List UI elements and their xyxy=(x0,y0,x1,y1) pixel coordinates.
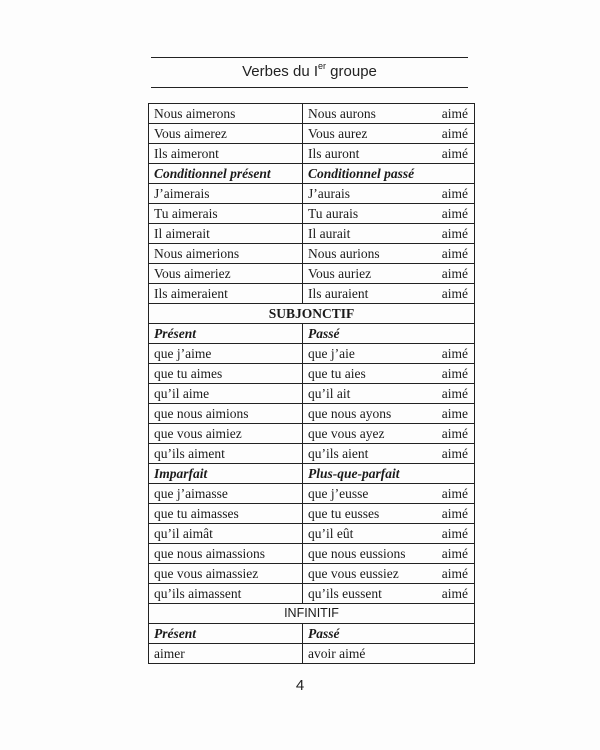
auxiliary: que nous ayons xyxy=(308,406,392,421)
table-row xyxy=(149,344,475,364)
form-cell: Tu aimerais xyxy=(149,204,303,224)
form-cell: qu’ils aimassent xyxy=(149,584,303,604)
section-title: INFINITIF xyxy=(149,604,475,624)
participle: aimé xyxy=(441,186,468,201)
form-cell: que vous aimassiez xyxy=(149,564,303,584)
participle: aimé xyxy=(441,206,468,221)
auxiliary: que j’aie xyxy=(308,346,355,361)
compound-cell xyxy=(303,504,475,524)
form-cell: que nous aimassions xyxy=(149,544,303,564)
compound-cell xyxy=(303,124,475,144)
form-cell: que j’aimasse xyxy=(149,484,303,504)
table-row xyxy=(149,364,475,384)
form-cell: que tu aimasses xyxy=(149,504,303,524)
table-row xyxy=(149,524,475,544)
auxiliary: J’aurais xyxy=(308,186,350,201)
form-cell: Vous aimeriez xyxy=(149,264,303,284)
header-superscript: er xyxy=(318,61,327,71)
form-cell: Ils aimeraient xyxy=(149,284,303,304)
table-row xyxy=(149,504,475,524)
compound-cell xyxy=(303,204,475,224)
form-cell: Il aimerait xyxy=(149,224,303,244)
compound-cell xyxy=(303,424,475,444)
tense-label: Passé xyxy=(303,624,475,644)
tense-header-row xyxy=(149,324,475,344)
section-row xyxy=(149,304,475,324)
auxiliary: que vous ayez xyxy=(308,426,385,441)
table-row xyxy=(149,184,475,204)
compound-cell xyxy=(303,364,475,384)
participle: aimé xyxy=(441,366,468,381)
participle: aimé xyxy=(441,266,468,281)
compound-cell xyxy=(303,224,475,244)
compound-cell xyxy=(303,144,475,164)
tense-header-row xyxy=(149,164,475,184)
tense-label: Passé xyxy=(303,324,475,344)
compound-cell xyxy=(303,564,475,584)
page-number: 4 xyxy=(295,677,305,694)
tense-label: Présent xyxy=(149,324,303,344)
auxiliary: Nous aurions xyxy=(308,246,380,261)
auxiliary: qu’ils eussent xyxy=(308,586,382,601)
auxiliary: que j’eusse xyxy=(308,486,369,501)
tense-label: Imparfait xyxy=(149,464,303,484)
table-row xyxy=(149,584,475,604)
compound-cell xyxy=(303,544,475,564)
tense-label: Plus-que-parfait xyxy=(303,464,475,484)
tense-label: Conditionnel présent xyxy=(149,164,303,184)
auxiliary: que vous eussiez xyxy=(308,566,399,581)
table-row xyxy=(149,644,475,664)
form-cell: que tu aimes xyxy=(149,364,303,384)
tense-header-row xyxy=(149,464,475,484)
form-cell: que nous aimions xyxy=(149,404,303,424)
table-row xyxy=(149,564,475,584)
tense-label: Conditionnel passé xyxy=(303,164,475,184)
table-row xyxy=(149,484,475,504)
header-prefix: Verbes du I xyxy=(242,63,318,80)
table-row xyxy=(149,444,475,464)
participle: aimé xyxy=(441,346,468,361)
auxiliary: qu’il ait xyxy=(308,386,351,401)
auxiliary: Ils auraient xyxy=(308,286,369,301)
section-row xyxy=(149,604,475,624)
header-suffix: groupe xyxy=(326,63,377,80)
compound-cell xyxy=(303,104,475,124)
compound-cell xyxy=(303,344,475,364)
auxiliary: Tu aurais xyxy=(308,206,359,221)
form-cell: que j’aime xyxy=(149,344,303,364)
participle: aimé xyxy=(441,246,468,261)
compound-cell xyxy=(303,584,475,604)
table-row xyxy=(149,384,475,404)
participle: aimé xyxy=(441,146,468,161)
tense-header-row xyxy=(149,624,475,644)
participle: aimé xyxy=(441,506,468,521)
participle: aimé xyxy=(441,126,468,141)
form-cell: qu’il aime xyxy=(149,384,303,404)
auxiliary: qu’il eût xyxy=(308,526,354,541)
table-row xyxy=(149,424,475,444)
table-row xyxy=(149,264,475,284)
participle: aimé xyxy=(441,226,468,241)
compound-cell xyxy=(303,404,475,424)
conjugation-table xyxy=(148,103,475,664)
form-cell: avoir aimé xyxy=(303,644,475,664)
form-cell: J’aimerais xyxy=(149,184,303,204)
participle: aimé xyxy=(441,286,468,301)
auxiliary: Vous auriez xyxy=(308,266,372,281)
table-row xyxy=(149,144,475,164)
form-cell: aimer xyxy=(149,644,303,664)
compound-cell xyxy=(303,444,475,464)
form-cell: Nous aimerions xyxy=(149,244,303,264)
page-header xyxy=(151,62,468,80)
participle: aimé xyxy=(441,106,468,121)
compound-cell xyxy=(303,244,475,264)
form-cell: qu’il aimât xyxy=(149,524,303,544)
section-title: SUBJONCTIF xyxy=(149,304,475,324)
auxiliary: Ils auront xyxy=(308,146,360,161)
table-row xyxy=(149,404,475,424)
auxiliary: que tu aies xyxy=(308,366,366,381)
table-row xyxy=(149,284,475,304)
participle: aime xyxy=(441,406,468,421)
table-row xyxy=(149,544,475,564)
table-row xyxy=(149,204,475,224)
compound-cell xyxy=(303,524,475,544)
participle: aimé xyxy=(441,526,468,541)
participle: aimé xyxy=(441,386,468,401)
participle: aimé xyxy=(441,486,468,501)
table-row xyxy=(149,224,475,244)
auxiliary: que nous eussions xyxy=(308,546,406,561)
header-rule xyxy=(151,87,468,88)
participle: aimé xyxy=(441,586,468,601)
table-row xyxy=(149,124,475,144)
form-cell: Nous aimerons xyxy=(149,104,303,124)
tense-label: Présent xyxy=(149,624,303,644)
participle: aimé xyxy=(441,446,468,461)
form-cell: qu’ils aiment xyxy=(149,444,303,464)
form-cell: Vous aimerez xyxy=(149,124,303,144)
auxiliary: Il aurait xyxy=(308,226,351,241)
compound-cell xyxy=(303,384,475,404)
form-cell: Ils aimeront xyxy=(149,144,303,164)
compound-cell xyxy=(303,284,475,304)
auxiliary: qu’ils aient xyxy=(308,446,369,461)
compound-cell xyxy=(303,484,475,504)
compound-cell xyxy=(303,184,475,204)
auxiliary: Vous aurez xyxy=(308,126,368,141)
participle: aimé xyxy=(441,546,468,561)
table-row xyxy=(149,244,475,264)
table-row xyxy=(149,104,475,124)
participle: aimé xyxy=(441,426,468,441)
auxiliary: Nous aurons xyxy=(308,106,376,121)
participle: aimé xyxy=(441,566,468,581)
top-rule xyxy=(151,57,468,58)
form-cell: que vous aimiez xyxy=(149,424,303,444)
auxiliary: que tu eusses xyxy=(308,506,380,521)
compound-cell xyxy=(303,264,475,284)
